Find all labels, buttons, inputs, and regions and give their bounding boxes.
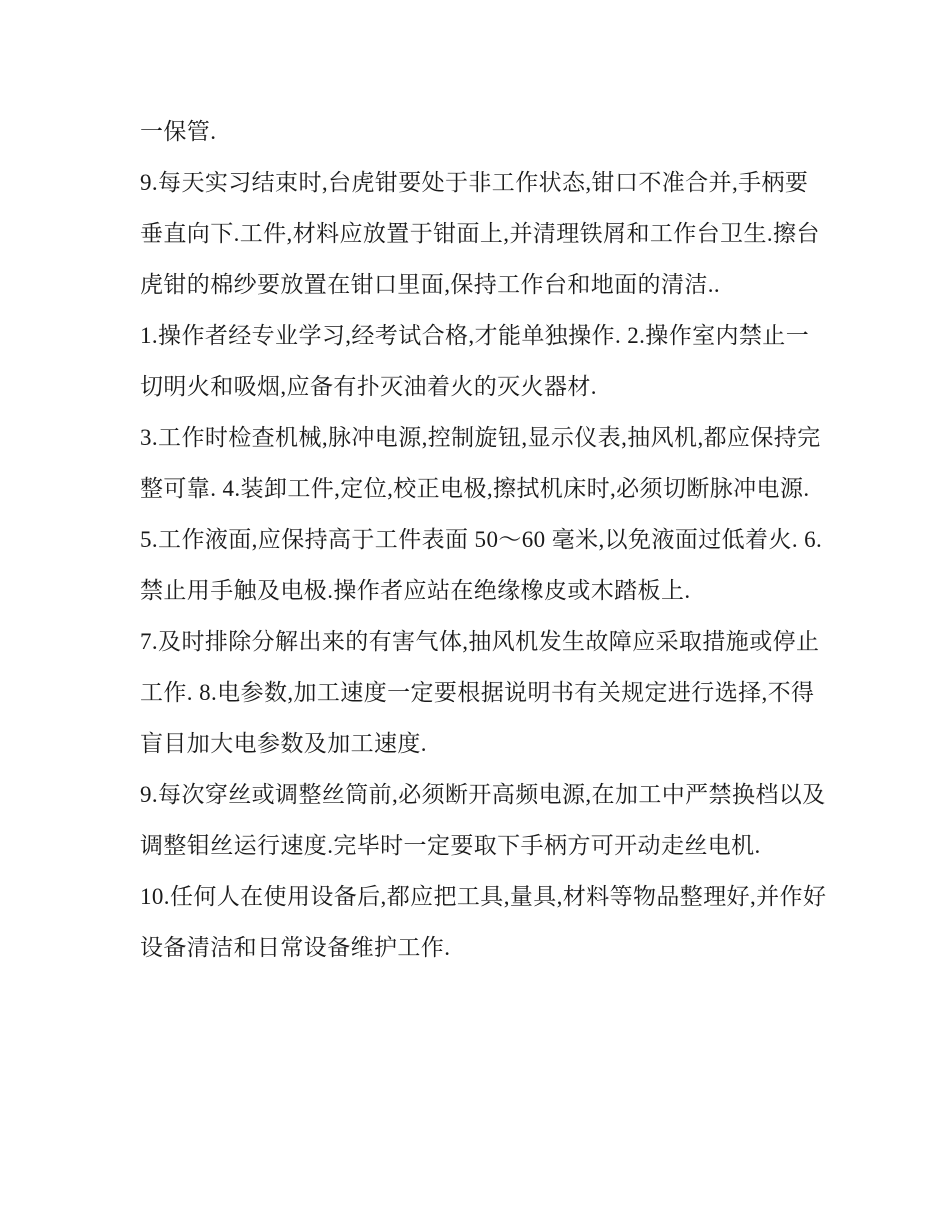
paragraph-rules-1-2: 1.操作者经专业学习,经考试合格,才能单独操作. 2.操作室内禁止一切明火和吸烟,应备有扑灭油着火的灭火器材.	[140, 323, 810, 399]
paragraph-rule-9-vise: 9.每天实习结束时,台虎钳要处于非工作状态,钳口不准合并,手柄要垂直向下.工件,材料应放置于钳面上,并清理铁屑和工作台卫生.擦台虎钳的棉纱要放置在钳口里面,保持工作台和地面的清洁..	[140, 170, 820, 297]
paragraph-rules-5-6: 5.工作液面,应保持高于工件表面 50～60 毫米,以免液面过低着火. 6.禁止用手触及电极.操作者应站在绝缘橡皮或木踏板上.	[140, 527, 823, 603]
document-body	[140, 106, 830, 973]
paragraph-rules-7-8: 7.及时排除分解出来的有害气体,抽风机发生故障应采取措施或停止工作. 8.电参数,加工速度一定要根据说明书有关规定进行选择,不得盲目加大电参数及加工速度.	[140, 629, 820, 756]
paragraph-rule-10: 10.任何人在使用设备后,都应把工具,量具,材料等物品整理好,并作好设备清洁和日常设备维护工作.	[140, 884, 827, 960]
paragraph-rules-3-4: 3.工作时检查机械,脉冲电源,控制旋钮,显示仪表,抽风机,都应保持完整可靠. 4.装卸工件,定位,校正电极,擦拭机床时,必须切断脉冲电源.	[140, 425, 821, 501]
paragraph-rule-9-wire: 9.每次穿丝或调整丝筒前,必须断开高频电源,在加工中严禁换档以及调整钼丝运行速度.完毕时一定要取下手柄方可开动走丝电机.	[140, 782, 826, 858]
paragraph-continuation: 一保管.	[140, 119, 217, 144]
